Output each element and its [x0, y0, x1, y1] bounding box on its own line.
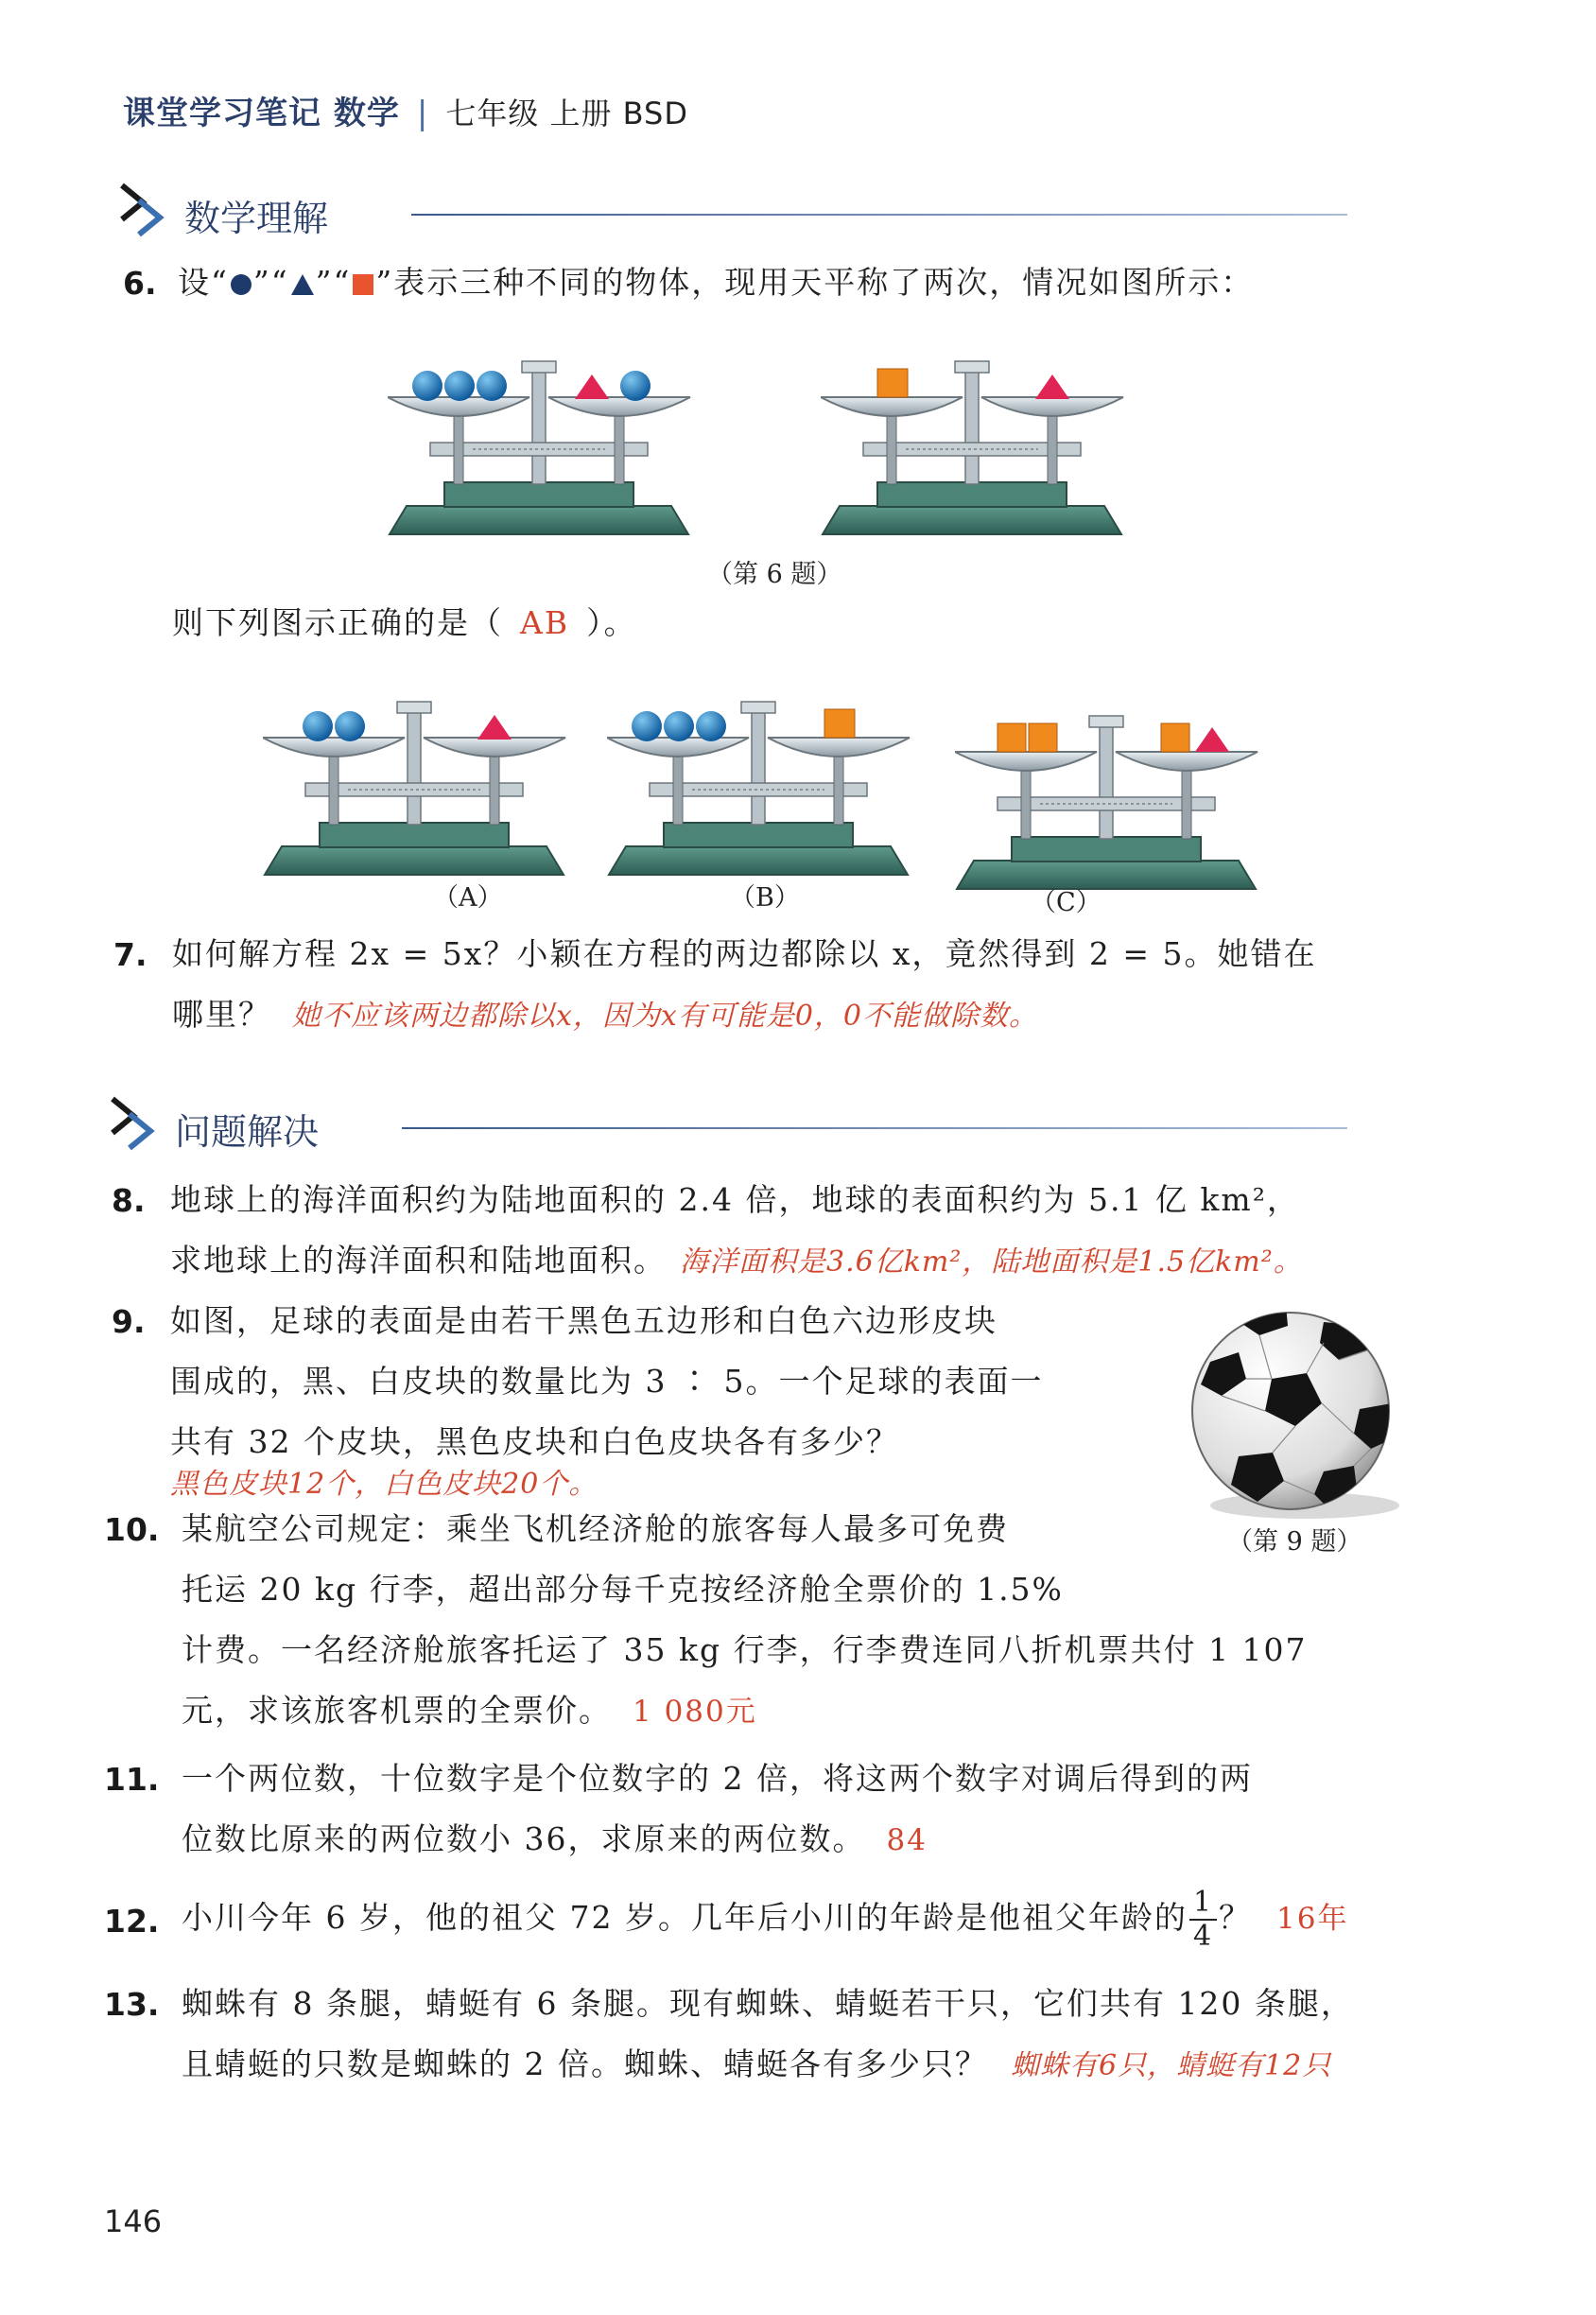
- answer-8: 海洋面积是3.6亿km²，陆地面积是1.5亿km²。: [680, 1245, 1303, 1279]
- question-10-line4: 元，求该旅客机票的全票价。 1 080元: [182, 1692, 757, 1729]
- question-number: 13.: [104, 1986, 160, 2023]
- blue-ball-icon: [664, 711, 694, 741]
- question-number: 12.: [104, 1903, 160, 1940]
- answer-11: 84: [886, 1823, 928, 1857]
- question-13-line2: 且蜻蜓的只数是蜘蛛的 2 倍。蜘蛛、蜻蜓各有多少只？ 蜘蛛有6只，蜻蜓有12只: [182, 2045, 1332, 2082]
- answer-12: 16年: [1276, 1902, 1349, 1936]
- question-number: 10.: [104, 1511, 160, 1548]
- question-9-line3: 共有 32 个皮块，黑色皮块和白色皮块各有多少？: [170, 1423, 899, 1460]
- answer-9: 黑色皮块12个，白色皮块20个。: [170, 1468, 598, 1501]
- blue-ball-icon: [335, 711, 365, 741]
- question-number: 6.: [123, 265, 157, 302]
- question-11-line2: 位数比原来的两位数小 36，求原来的两位数。 84: [182, 1820, 928, 1857]
- blue-ball-icon: [696, 711, 726, 741]
- blue-ball-icon: [477, 371, 507, 401]
- book-title: 课堂学习笔记 数学: [123, 95, 400, 132]
- question-9-line2: 围成的，黑、白皮块的数量比为 3 ∶ 5。一个足球的表面一: [170, 1363, 1044, 1400]
- question-number: 8.: [112, 1182, 146, 1219]
- question-11-line1: 一个两位数，十位数字是个位数字的 2 倍，将这两个数字对调后得到的两: [182, 1760, 1253, 1797]
- question-7-line2: 哪里？ 她不应该两边都除以x，因为x有可能是0，0不能做除数。: [172, 996, 1039, 1033]
- answer-7: 她不应该两边都除以x，因为x有可能是0，0不能做除数。: [292, 1000, 1039, 1033]
- question-10-line3: 计费。一名经济舱旅客托运了 35 kg 行李，行李费连同八折机票共付 1 107: [182, 1631, 1308, 1668]
- question-9-line1: 如图，足球的表面是由若干黑色五边形和白色六边形皮块: [170, 1302, 998, 1339]
- answer-10: 1 080元: [633, 1695, 757, 1729]
- orange-cube-icon: [824, 709, 855, 738]
- red-triangle-icon: [1195, 727, 1229, 752]
- balance-scale-1: [388, 340, 700, 544]
- answer-13: 蜘蛛有6只，蜻蜓有12只: [1010, 2049, 1332, 2082]
- orange-cube-icon: [1161, 723, 1189, 752]
- option-b-label: （B）: [730, 883, 800, 913]
- orange-cube-icon: [877, 369, 908, 397]
- blue-ball-icon: [303, 711, 333, 741]
- chevron-section-icon: [109, 1095, 165, 1152]
- red-triangle-icon: [1035, 374, 1069, 399]
- option-b-scale: [607, 681, 919, 884]
- blue-ball-icon: [620, 371, 651, 401]
- red-triangle-icon: [477, 715, 512, 740]
- question-13-line1: 蜘蛛有 8 条腿，蜻蜓有 6 条腿。现有蜘蛛、蜻蜓若干只，它们共有 120 条腿，: [182, 1985, 1354, 2022]
- question-8-line2: 求地球上的海洋面积和陆地面积。 海洋面积是3.6亿km²，陆地面积是1.5亿km²。: [170, 1242, 1303, 1279]
- section-solving: [109, 1095, 1338, 1152]
- soccer-ball-icon: [1182, 1305, 1409, 1523]
- header-separator: |: [416, 95, 429, 132]
- option-c-scale: [955, 695, 1267, 898]
- figure-9-caption: （第 9 题）: [1227, 1527, 1362, 1557]
- section-divider: [402, 1127, 1347, 1129]
- orange-cube-icon: [1029, 723, 1057, 752]
- option-a-scale: [263, 681, 575, 884]
- question-10-line1: 某航空公司规定：乘坐飞机经济舱的旅客每人最多可免费: [182, 1510, 1009, 1547]
- page-number: 146: [104, 2203, 163, 2239]
- figure-6-caption: （第 6 题）: [707, 560, 842, 589]
- square-icon: [351, 272, 375, 297]
- question-6-ask: 则下列图示正确的是（ AB ）。: [172, 604, 637, 641]
- red-triangle-icon: [575, 374, 609, 399]
- question-number: 7.: [113, 936, 147, 973]
- section-title: 问题解决: [175, 1111, 320, 1153]
- section-divider: [411, 214, 1347, 216]
- circle-icon: [229, 272, 253, 297]
- page-header: [123, 87, 688, 133]
- triangle-icon: [289, 272, 316, 297]
- section-title: 数学理解: [184, 198, 329, 239]
- chevron-section-icon: [118, 182, 175, 238]
- answer-6: AB: [520, 604, 570, 641]
- blue-ball-icon: [632, 711, 662, 741]
- fraction-one-quarter: $\frac{1}{4}$: [1189, 1889, 1217, 1951]
- section-understanding: [118, 182, 1347, 238]
- question-7-line1: 如何解方程 2x = 5x？小颖在方程的两边都除以 x，竟然得到 2 = 5。她错在: [172, 935, 1317, 972]
- question-number: 11.: [104, 1761, 160, 1798]
- blue-ball-icon: [412, 371, 442, 401]
- option-c-label: （C）: [1031, 888, 1102, 917]
- question-6-text: 设“ ”“ ”“ ”表示三种不同的物体，现用天平称了两次，情况如图所示：: [178, 264, 1255, 301]
- option-a-label: （A）: [433, 883, 503, 913]
- question-8-line1: 地球上的海洋面积约为陆地面积的 2.4 倍，地球的表面积约为 5.1 亿 km²，: [170, 1181, 1300, 1218]
- orange-cube-icon: [998, 723, 1026, 752]
- question-10-line2: 托运 20 kg 行李，超出部分每千克按经济舱全票价的 1.5%: [182, 1571, 1064, 1608]
- blue-ball-icon: [444, 371, 475, 401]
- question-12-text: 小川今年 6 岁，他的祖父 72 岁。几年后小川的年龄是他祖父年龄的 $\frac{1}{4}$ ？ 16年: [182, 1886, 1349, 1953]
- balance-scale-2: [821, 340, 1133, 544]
- question-number: 9.: [112, 1303, 146, 1340]
- grade-label: 七年级 上册 BSD: [445, 96, 689, 131]
